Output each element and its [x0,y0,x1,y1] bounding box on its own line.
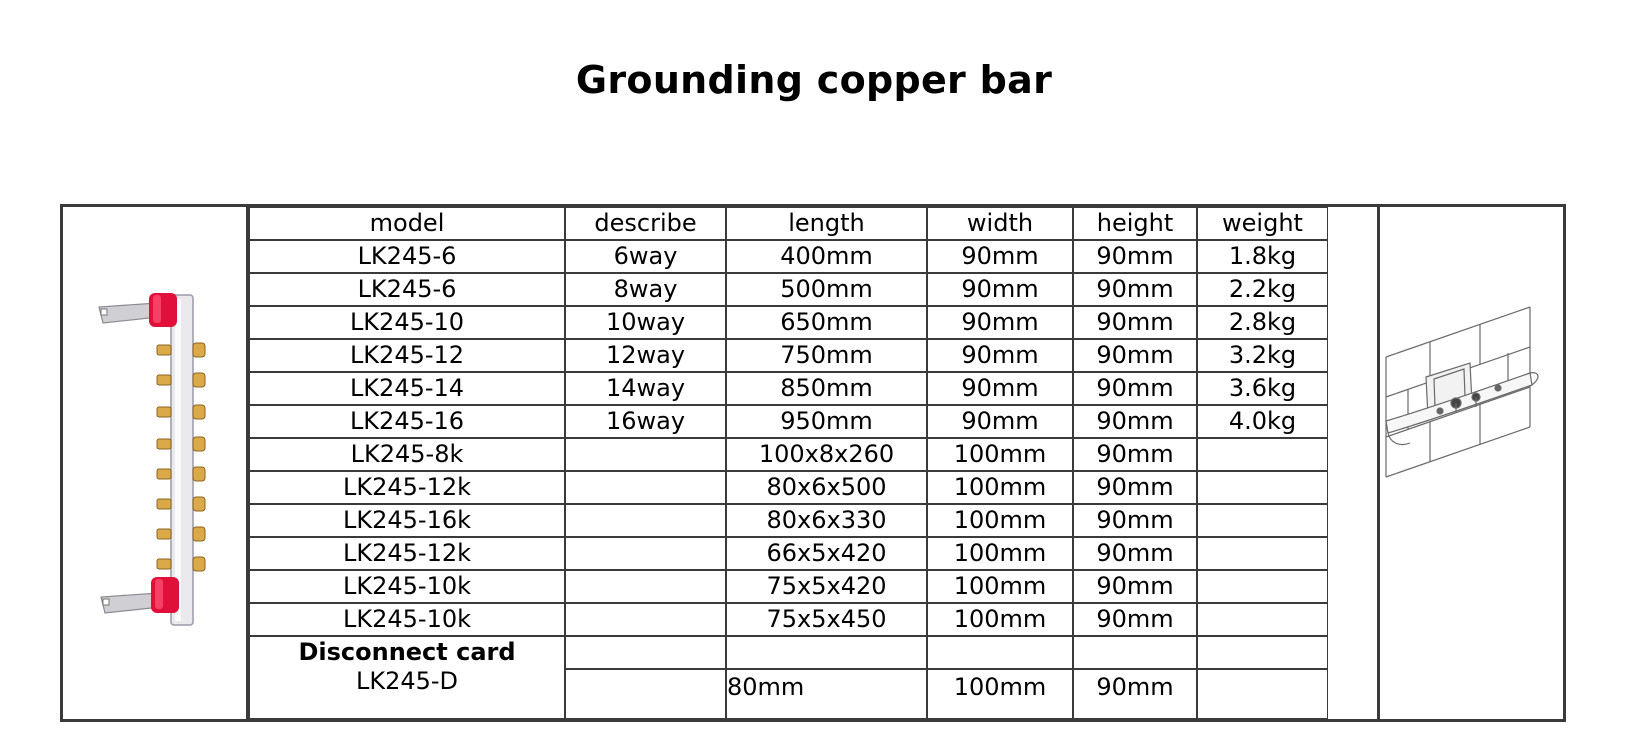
cell-width: 90mm [927,372,1073,405]
cell-describe: 14way [565,372,726,405]
cell-length: 100x8x260 [726,438,927,471]
cell-model: LK245-10k [249,570,565,603]
cell-describe [565,570,726,603]
header-width: width [927,207,1073,240]
cell-length: 80x6x500 [726,471,927,504]
cell-weight [1197,537,1328,570]
spec-table [60,204,1566,722]
cell-model: LK245-12k [249,471,565,504]
cell-describe [565,471,726,504]
disconnect-describe [565,669,726,719]
cell-weight: 3.2kg [1197,339,1328,372]
disconnect-label: Disconnect card [249,636,565,669]
cell-length: 500mm [726,273,927,306]
cell-width: 90mm [927,405,1073,438]
header-describe: describe [565,207,726,240]
cell-width: 100mm [927,504,1073,537]
cell-width: 90mm [927,339,1073,372]
cell-weight: 2.8kg [1197,306,1328,339]
cell-length: 80x6x330 [726,504,927,537]
cell-width: 100mm [927,570,1073,603]
cell-height: 90mm [1073,372,1197,405]
page-title: Grounding copper bar [575,58,1053,102]
header-height: height [1073,207,1197,240]
cell-weight [1197,570,1328,603]
disconnect-describe-empty [565,636,726,669]
disconnect-length-empty [726,636,927,669]
cell-model: LK245-6 [249,240,565,273]
cell-describe: 10way [565,306,726,339]
cell-width: 90mm [927,273,1073,306]
disconnect-length: 80mm [726,669,927,719]
disconnect-weight [1197,669,1328,719]
copper-bar-photo [63,207,249,719]
cell-model: LK245-16k [249,504,565,537]
header-weight: weight [1197,207,1328,240]
cell-weight: 2.2kg [1197,273,1328,306]
cell-weight [1197,471,1328,504]
header-length: length [726,207,927,240]
cell-describe: 12way [565,339,726,372]
cell-model: LK245-12 [249,339,565,372]
cell-model: LK245-10k [249,603,565,636]
cell-describe [565,504,726,537]
cell-height: 90mm [1073,537,1197,570]
cell-describe: 16way [565,405,726,438]
cell-width: 90mm [927,306,1073,339]
cell-model: LK245-6 [249,273,565,306]
installation-drawing-cell [1377,207,1563,719]
disconnect-height: 90mm [1073,669,1197,719]
cell-width: 90mm [927,240,1073,273]
cell-length: 400mm [726,240,927,273]
disconnect-height-empty [1073,636,1197,669]
cell-width: 100mm [927,438,1073,471]
disconnect-width: 100mm [927,669,1073,719]
cell-weight: 3.6kg [1197,372,1328,405]
cell-describe [565,603,726,636]
cell-width: 100mm [927,471,1073,504]
cell-length: 750mm [726,339,927,372]
product-photo-cell [63,207,249,719]
cell-height: 90mm [1073,471,1197,504]
cell-width: 100mm [927,603,1073,636]
cell-describe: 8way [565,273,726,306]
cell-length: 650mm [726,306,927,339]
cell-weight [1197,603,1328,636]
cell-length: 66x5x420 [726,537,927,570]
cell-weight: 1.8kg [1197,240,1328,273]
cell-width: 100mm [927,537,1073,570]
cell-model: LK245-16 [249,405,565,438]
header-model: model [249,207,565,240]
cell-length: 75x5x420 [726,570,927,603]
cell-model: LK245-12k [249,537,565,570]
cell-weight [1197,504,1328,537]
cell-height: 90mm [1073,504,1197,537]
cell-height: 90mm [1073,306,1197,339]
cell-describe: 6way [565,240,726,273]
cell-height: 90mm [1073,438,1197,471]
cell-height: 90mm [1073,240,1197,273]
cell-height: 90mm [1073,570,1197,603]
cell-length: 950mm [726,405,927,438]
cell-model: LK245-14 [249,372,565,405]
disconnect-model: LK245-D [249,666,565,719]
cell-length: 75x5x450 [726,603,927,636]
cell-height: 90mm [1073,603,1197,636]
disconnect-weight-empty [1197,636,1328,669]
cell-weight: 4.0kg [1197,405,1328,438]
cell-describe [565,537,726,570]
wall-mount-drawing [1380,207,1563,719]
disconnect-width-empty [927,636,1073,669]
cell-describe [565,438,726,471]
cell-height: 90mm [1073,405,1197,438]
cell-model: LK245-10 [249,306,565,339]
cell-length: 850mm [726,372,927,405]
cell-height: 90mm [1073,273,1197,306]
cell-weight [1197,438,1328,471]
cell-height: 90mm [1073,339,1197,372]
cell-model: LK245-8k [249,438,565,471]
